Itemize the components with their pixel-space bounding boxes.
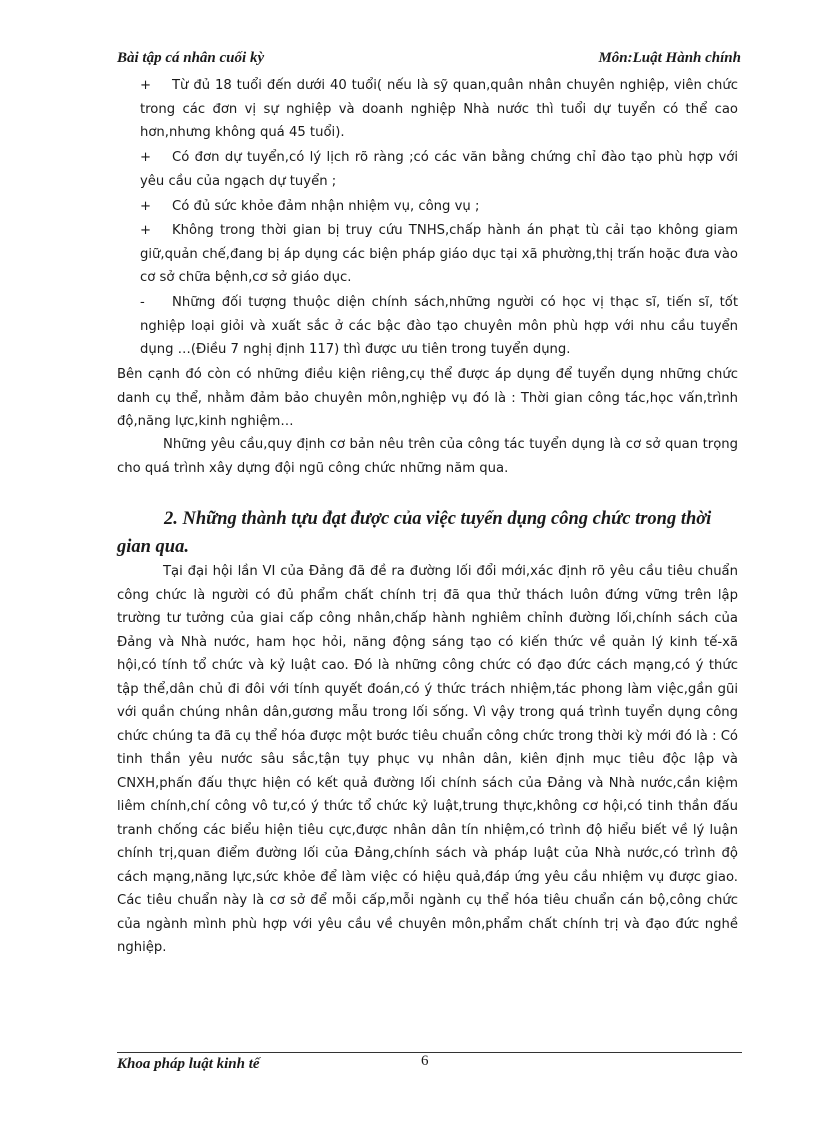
- list-bullet: -: [140, 295, 145, 310]
- paragraph: Những yêu cầu,quy định cơ bản nêu trên của công tác tuyển dụng là cơ sở quan trọng cho quá trình xây dựng đội ngũ công chức những năm qua.: [117, 437, 738, 476]
- header-subject: Môn:Luật Hành chính: [598, 50, 741, 66]
- page-header: [117, 50, 741, 72]
- list-item-text: Từ đủ 18 tuổi đến dưới 40 tuổi( nếu là sỹ quan,quân nhân chuyên nghiệp, viên chức trong các đơn vị sự nghiệp và doanh nghiệp Nhà nước thì tuổi dự tuyển có thể cao hơn,nhưng không quá 45 tuổi).: [140, 78, 738, 140]
- list-item: [140, 146, 738, 193]
- list-bullet: +: [140, 223, 152, 238]
- paragraph: Bên cạnh đó còn có những điều kiện riêng,cụ thể được áp dụng để tuyển dụng những chức danh cụ thể, nhằm đảm bảo chuyên môn,nghiệp vụ đó là : Thời gian công tác,học vấn,trình độ,năng lực,kinh nghiệm…: [117, 367, 738, 429]
- page-number: 6: [421, 1053, 429, 1069]
- list-bullet: +: [140, 150, 152, 165]
- list-item: [140, 74, 738, 145]
- list-item: [140, 219, 738, 290]
- list-bullet: +: [140, 199, 152, 214]
- list-item-text: Có đủ sức khỏe đảm nhận nhiệm vụ, công vụ ;: [172, 199, 480, 214]
- paragraph: Tại đại hội lần VI của Đảng đã đề ra đường lối đổi mới,xác định rõ yêu cầu tiêu chuẩn công chức là người có đủ phẩm chất chính trị đã qua thử thách luôn đứng vững trên lập trường tư tưởng của giai cấp công nhân,chấp hành nghiêm chỉnh đường lối,chính sách của Đảng và Nhà nước, ham học hỏi, năng động sáng tạo có kiến thức về quản lý kinh tế-xã hội,có tính tổ chức và kỷ luật cao. Đó là những công chức có đạo đức cách mạng,có ý thức tập thể,dân chủ đi đôi với tính quyết đoán,có ý thức trách nhiệm,tác phong làm việc,gần gũi với quần chúng nhân dân,gương mẫu trong lối sống. Vì vậy trong quá trình tuyển dụng công chức chúng ta đã cụ thể hóa được một bước tiêu chuẩn công chức trong thời kỳ mới đó là : Có tinh thần yêu nước sâu sắc,tận tụy phục vụ nhân dân, kiên định mục tiêu độc lập và CNXH,phấn đấu thực hiện có kết quả đường lối chính sách của Đảng và Nhà nước,cần kiệm liêm chính,chí công vô tư,có ý thức tổ chức kỷ luật,trung thực,không cơ hội,có tinh thần đấu tranh chống các biểu hiện tiêu cực,được nhân dân tín nhiệm,có trình độ hiểu biết về lý luận chính trị,quan điểm đường lối của Đảng,chính sách và pháp luật của Nhà nước,có trình độ cách mạng,năng lực,sức khỏe để làm việc có hiệu quả,đáp ứng yêu cầu nhiệm vụ được giao. Các tiêu chuẩn này là cơ sở để mỗi cấp,mỗi ngành cụ thể hóa tiêu chuẩn cán bộ,công chức của ngành mình phù hợp với yêu cầu về chuyên môn,phẩm chất chính trị và đạo đức nghề nghiệp.: [117, 564, 738, 955]
- list-item-text: Có đơn dự tuyển,có lý lịch rõ ràng ;có các văn bằng chứng chỉ đào tạo phù hợp với yêu cầu của ngạch dự tuyển ;: [140, 150, 738, 189]
- list-item: [140, 195, 738, 219]
- footer-divider: [117, 1052, 742, 1053]
- section-heading: 2. Những thành tựu đạt được của việc tuyển dụng công chức trong thời gian qua.: [117, 509, 712, 557]
- list-item: [140, 291, 738, 362]
- list-item-text: Những đối tượng thuộc diện chính sách,những người có học vị thạc sĩ, tiến sĩ, tốt nghiệp loại giỏi và xuất sắc ở các bậc đào tạo chuyên môn phù hợp với nhu cầu tuyển dụng …(Điều 7 nghị định 117) thì được ưu tiên trong tuyển dụng.: [140, 295, 738, 357]
- footer-department: Khoa pháp luật kinh tế: [117, 1056, 260, 1072]
- list-item-text: Không trong thời gian bị truy cứu TNHS,chấp hành án phạt tù cải tạo không giam giữ,quản chế,đang bị áp dụng các biện pháp giáo dục tại xã phường,thị trấn hoặc đưa vào cơ sở chữa bệnh,cơ sở giáo dục.: [140, 223, 738, 285]
- header-course-title: Bài tập cá nhân cuối kỳ: [117, 50, 265, 66]
- list-bullet: +: [140, 78, 152, 93]
